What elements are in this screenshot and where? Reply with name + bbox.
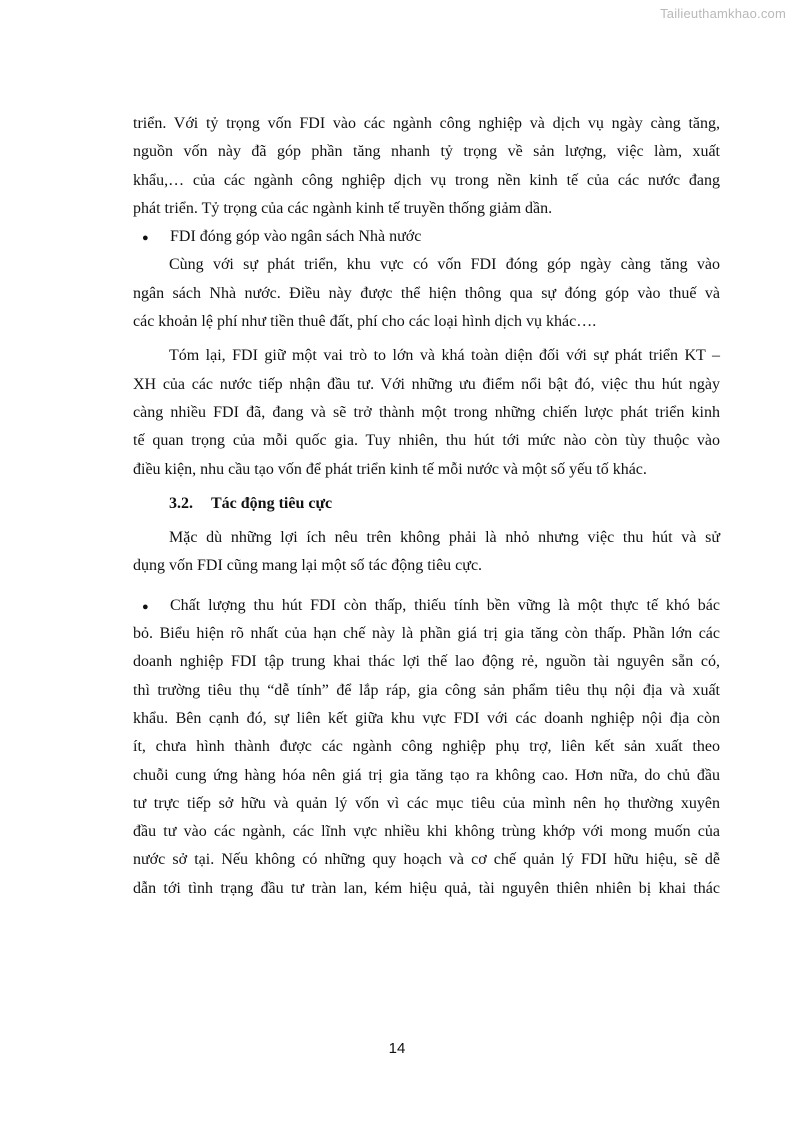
bullet-icon: ● xyxy=(142,232,149,245)
text-line: Tóm lại, FDI giữ một vai trò to lớn và khá toàn diện đối với sự phát triển KT – xyxy=(169,347,720,365)
text-line: tế quan trọng của mỗi quốc gia. Tuy nhiên, thu hút tới mức nào còn tùy thuộc vào xyxy=(133,432,720,450)
text-line: ngân sách Nhà nước. Điều này được thể hiện thông qua sự đóng góp vào thuế và xyxy=(133,284,720,302)
section-heading xyxy=(133,490,720,518)
text-line: tư trực tiếp sở hữu và quản lý vốn vì các mục tiêu của mình nên họ thường xuyên xyxy=(133,794,720,812)
text-line: ít, chưa hình thành được các ngành công nghiệp phụ trợ, liên kết sản xuất theo xyxy=(133,738,720,756)
bullet-icon: ● xyxy=(142,600,149,613)
bullet-text: FDI đóng góp vào ngân sách Nhà nước xyxy=(170,228,422,246)
section-title: Tác động tiêu cực xyxy=(211,494,333,512)
text-line: Cùng với sự phát triển, khu vực có vốn FDI đóng góp ngày càng tăng vào xyxy=(169,256,720,274)
text-line: chuỗi cung ứng hàng hóa nên giá trị gia tăng tạo ra không cao. Hơn nữa, do chủ đầu xyxy=(133,766,720,784)
paragraph-summary xyxy=(133,342,720,483)
text-line: dụng vốn FDI cũng mang lại một số tác động tiêu cực. xyxy=(133,557,483,575)
text-line: đầu tư vào các ngành, các lĩnh vực nhiều khi không trùng khớp với mong muốn của xyxy=(133,823,720,841)
text-line: doanh nghiệp FDI tập trung khai thác lợi thế lao động rẻ, nguồn tài nguyên sẵn có, xyxy=(133,653,720,671)
document-body xyxy=(133,110,720,903)
text-line: triển. Với tỷ trọng vốn FDI vào các ngành công nghiệp và dịch vụ ngày càng tăng, xyxy=(133,115,720,132)
bullet-text: Chất lượng thu hút FDI còn thấp, thiếu tính bền vững là một thực tế khó bác xyxy=(170,596,720,614)
bullet-item-budget xyxy=(133,223,720,251)
watermark: Tailieuthamkhao.com xyxy=(660,6,786,21)
text-line: càng nhiều FDI đã, đang và sẽ trở thành một trong những chiến lược phát triển kinh xyxy=(133,403,720,421)
page-number: 14 xyxy=(388,1040,406,1057)
text-line: nước sở tại. Nếu không có những quy hoạch và cơ chế quản lý FDI hữu hiệu, sẽ dễ xyxy=(133,851,720,869)
paragraph-budget xyxy=(133,251,720,336)
bullet-item-quality xyxy=(133,592,720,903)
text-line: phát triển. Tỷ trọng của các ngành kinh tế truyền thống giảm dần. xyxy=(133,199,553,217)
paragraph-fdi-share xyxy=(133,110,720,223)
text-line: Mặc dù những lợi ích nêu trên không phải là nhỏ nhưng việc thu hút và sử xyxy=(169,529,720,547)
section-number: 3.2. xyxy=(169,494,193,512)
text-line: khẩu. Bên cạnh đó, sự liên kết giữa khu vực FDI với các doanh nghiệp nội địa còn xyxy=(133,709,720,727)
paragraph-negative-intro xyxy=(133,524,720,581)
text-line: thì trường tiêu thụ “dễ tính” để lắp ráp, gia công sản phẩm tiêu thụ nội địa và xuất xyxy=(133,681,720,699)
text-line: khẩu,… của các ngành công nghiệp dịch vụ trong nền kinh tế của các nước đang xyxy=(133,171,720,189)
text-line: điều kiện, nhu cầu tạo vốn để phát triển kinh tế mỗi nước và một số yếu tố khác. xyxy=(133,460,647,478)
text-line: nguồn vốn này đã góp phần tăng nhanh tỷ trọng về sản lượng, việc làm, xuất xyxy=(133,143,720,161)
text-line: các khoản lệ phí như tiền thuê đất, phí cho các loại hình dịch vụ khác…. xyxy=(133,313,597,331)
text-line: dẫn tới tình trạng đầu tư tràn lan, kém hiệu quả, tài nguyên thiên nhiên bị khai thác xyxy=(133,879,720,897)
bullet-first-line xyxy=(133,592,720,620)
text-line: XH của các nước tiếp nhận đầu tư. Với những ưu điểm nổi bật đó, việc thu hút ngày xyxy=(133,375,720,393)
text-line: bỏ. Biểu hiện rõ nhất của hạn chế này là phần giá trị gia tăng còn thấp. Phần lớn các xyxy=(133,625,720,643)
